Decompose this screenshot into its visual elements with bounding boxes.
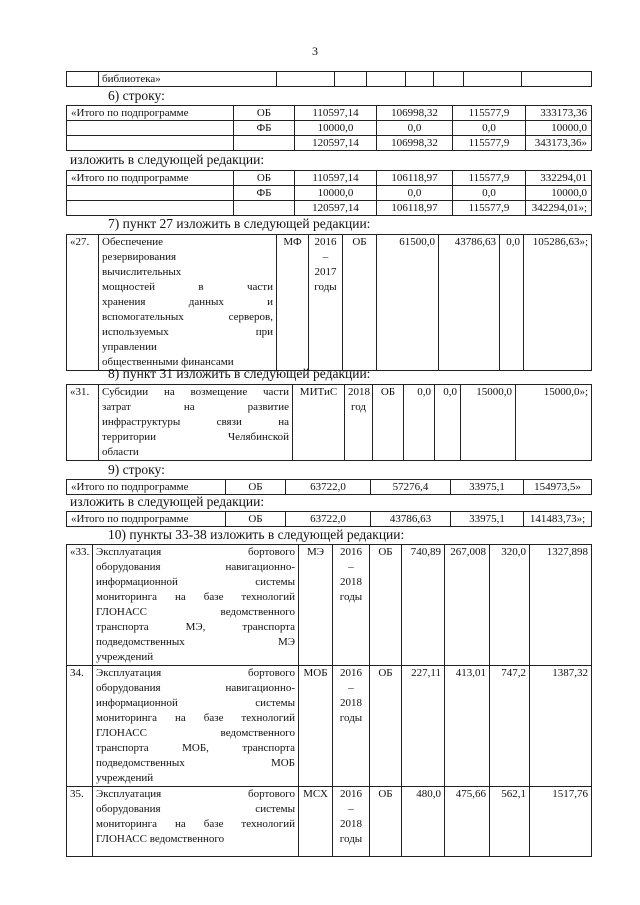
text-line: ГЛОНАСС ведомственного — [96, 833, 225, 845]
total-value: 0,0 — [453, 121, 526, 136]
text-line: информационной системы — [96, 697, 295, 709]
text-line: транспорта МЭ, транспорта — [96, 621, 295, 633]
table-6-new — [66, 170, 592, 216]
text-line: вспомогательных серверов, — [102, 311, 273, 323]
total-value: 110597,14 — [295, 171, 377, 186]
total-row — [67, 171, 592, 186]
total-9-new — [66, 511, 592, 527]
total-row — [67, 186, 592, 201]
total-source — [234, 136, 295, 151]
row-text: библиотека» — [99, 72, 277, 87]
text-line: годы — [314, 281, 337, 293]
total-row — [67, 512, 592, 527]
total-value: 120597,14 — [295, 136, 377, 151]
total-source: ФБ — [234, 186, 295, 201]
total-value: 63722,0 — [286, 512, 371, 527]
continuation-table — [66, 71, 592, 87]
item-value: 320,0 — [490, 545, 530, 666]
text-line: 2018 — [348, 386, 370, 398]
text-line: Субсидии на возмещение части — [102, 386, 289, 398]
item-source: ОБ — [370, 545, 402, 666]
total-value: 115577,9 — [453, 171, 526, 186]
text-line: мощностей в части — [102, 281, 273, 293]
total-label: «Итого по подпрограмме — [67, 106, 234, 121]
total-value: 0,0 — [377, 121, 453, 136]
heading-9: 9) строку: — [108, 462, 165, 477]
item-value: 1387,32 — [530, 666, 592, 787]
item-executor: МИТиС — [293, 385, 345, 461]
item-years — [309, 235, 343, 371]
text-line: 2018 — [340, 576, 362, 588]
table-6-old — [66, 105, 592, 151]
item-value: 1327,898 — [530, 545, 592, 666]
item-source: ОБ — [343, 235, 377, 371]
text-line: мониторинга на базе технологий — [96, 591, 295, 603]
text-line: общественными финансами — [102, 356, 234, 368]
total-value: 106118,97 — [377, 201, 453, 216]
item-row — [67, 787, 592, 857]
item-number: 35. — [67, 787, 93, 857]
item-number: «31. — [67, 385, 99, 461]
item-row — [67, 545, 592, 666]
heading-new-2: изложить в следующей редакции: — [70, 494, 265, 509]
text-line: оборудования навигационно- — [96, 561, 295, 573]
text-line: инфраструктуры связи на — [102, 416, 289, 428]
item-value: 740,89 — [402, 545, 445, 666]
item-description — [99, 385, 293, 461]
total-value: 10000,0 — [526, 121, 592, 136]
total-value: 332294,01 — [526, 171, 592, 186]
total-value: 33975,1 — [451, 512, 524, 527]
item-value: 61500,0 — [377, 235, 439, 371]
text-line: 2016 – — [340, 667, 362, 694]
heading-new-1: изложить в следующей редакции: — [70, 152, 265, 167]
text-line: области — [102, 446, 139, 458]
total-label — [67, 121, 234, 136]
total-source: ОБ — [226, 480, 286, 495]
total-value: 0,0 — [453, 186, 526, 201]
total-source — [234, 201, 295, 216]
text-line: год — [350, 401, 367, 413]
total-source: ФБ — [234, 121, 295, 136]
text-line: ГЛОНАСС ведомственного — [96, 606, 295, 618]
total-value: 333173,36 — [526, 106, 592, 121]
text-line: Эксплуатация бортового — [96, 546, 295, 558]
text-line: оборудования навигационно- — [96, 682, 295, 694]
item-value: 15000,0»; — [516, 385, 592, 461]
total-label — [67, 201, 234, 216]
total-row — [67, 106, 592, 121]
total-value: 10000,0 — [295, 121, 377, 136]
text-line: хранения данных и — [102, 296, 273, 308]
text-line: оборудования системы — [96, 803, 295, 815]
heading-6: 6) строку: — [108, 88, 165, 103]
item-description — [93, 666, 299, 787]
total-value: 115577,9 — [453, 136, 526, 151]
total-label: «Итого по подпрограмме — [67, 171, 234, 186]
total-value: 43786,63 — [371, 512, 451, 527]
text-line: 2016 – — [314, 236, 337, 263]
total-value: 115577,9 — [453, 106, 526, 121]
total-row — [67, 121, 592, 136]
total-value: 63722,0 — [286, 480, 371, 495]
total-label: «Итого по подпрограмме — [67, 512, 226, 527]
item-number: «27. — [67, 235, 99, 371]
item-years — [333, 666, 370, 787]
text-line: территории Челябинской — [102, 431, 289, 443]
item-executor: МОБ — [299, 666, 333, 787]
item-description — [93, 787, 299, 857]
table-items-33-35 — [66, 544, 592, 857]
text-line: учреждений — [96, 772, 154, 784]
text-line: управлении — [102, 341, 157, 353]
item-value: 267,008 — [445, 545, 490, 666]
total-label: «Итого по подпрограмме — [67, 480, 226, 495]
item-number: «33. — [67, 545, 93, 666]
total-value: 342294,01»; — [526, 201, 592, 216]
text-line: годы — [339, 591, 363, 603]
text-line: используемых при — [102, 326, 273, 338]
text-line: 2017 — [314, 266, 337, 278]
text-line: ГЛОНАСС ведомственного — [96, 727, 295, 739]
total-row — [67, 480, 592, 495]
table-item-31 — [66, 384, 592, 461]
item-value: 562,1 — [490, 787, 530, 857]
item-executor: МЭ — [299, 545, 333, 666]
item-description — [99, 235, 277, 371]
item-value: 480,0 — [402, 787, 445, 857]
total-value: 106118,97 — [377, 171, 453, 186]
text-line: годы — [339, 712, 363, 724]
total-value: 10000,0 — [526, 186, 592, 201]
heading-8: 8) пункт 31 изложить в следующей редакции: — [108, 366, 371, 381]
item-value: 475,66 — [445, 787, 490, 857]
total-9-old — [66, 479, 592, 495]
text-line: подведомственных МОБ — [96, 757, 295, 769]
text-line: 2016 – — [340, 788, 362, 815]
text-line: 2018 — [340, 697, 362, 709]
total-source: ОБ — [234, 106, 295, 121]
text-line: подведомственных МЭ — [96, 636, 295, 648]
item-value: 15000,0 — [461, 385, 516, 461]
text-line: вычислительных — [102, 266, 182, 278]
text-line: мониторинга на базе технологий — [96, 818, 295, 830]
item-value: 0,0 — [435, 385, 461, 461]
total-value: 110597,14 — [295, 106, 377, 121]
item-years — [333, 787, 370, 857]
item-27-row — [67, 235, 592, 371]
total-value: 120597,14 — [295, 201, 377, 216]
item-value: 1517,76 — [530, 787, 592, 857]
item-description — [93, 545, 299, 666]
text-line: затрат на развитие — [102, 401, 289, 413]
total-source: ОБ — [234, 171, 295, 186]
text-line: транспорта МОБ, транспорта — [96, 742, 295, 754]
total-value: 33975,1 — [451, 480, 524, 495]
total-value: 141483,73»; — [524, 512, 592, 527]
total-value: 115577,9 — [453, 201, 526, 216]
heading-7: 7) пункт 27 изложить в следующей редакции: — [108, 216, 371, 231]
total-value: 57276,4 — [371, 480, 451, 495]
item-source: ОБ — [370, 666, 402, 787]
item-value: 43786,63 — [439, 235, 500, 371]
item-years — [345, 385, 373, 461]
item-years — [333, 545, 370, 666]
text-line: информационной системы — [96, 576, 295, 588]
text-line: Обеспечение — [102, 236, 163, 248]
text-line: мониторинга на базе технологий — [96, 712, 295, 724]
page-number: 3 — [312, 44, 318, 58]
total-value: 154973,5» — [524, 480, 592, 495]
item-source: ОБ — [373, 385, 404, 461]
item-value: 105286,63»; — [524, 235, 592, 371]
text-line: учреждений — [96, 651, 154, 663]
item-value: 0,0 — [404, 385, 435, 461]
item-value: 747,2 — [490, 666, 530, 787]
total-value: 0,0 — [377, 186, 453, 201]
text-line: резервирования — [102, 251, 177, 263]
total-row — [67, 201, 592, 216]
heading-10: 10) пункты 33-38 изложить в следующей редакции: — [108, 527, 405, 542]
item-value: 413,01 — [445, 666, 490, 787]
table-item-27 — [66, 234, 592, 371]
item-31-row — [67, 385, 592, 461]
text-line: годы — [339, 833, 363, 845]
item-executor: МСХ — [299, 787, 333, 857]
total-value: 10000,0 — [295, 186, 377, 201]
item-executor: МФ — [277, 235, 309, 371]
total-value: 106998,32 — [377, 106, 453, 121]
total-row — [67, 136, 592, 151]
item-value: 0,0 — [500, 235, 524, 371]
total-value: 343173,36» — [526, 136, 592, 151]
item-source: ОБ — [370, 787, 402, 857]
item-row — [67, 666, 592, 787]
total-source: ОБ — [226, 512, 286, 527]
item-number: 34. — [67, 666, 93, 787]
text-line: Эксплуатация бортового — [96, 788, 295, 800]
text-line: 2018 — [340, 818, 362, 830]
text-line: 2016 – — [340, 546, 362, 573]
total-value: 106998,32 — [377, 136, 453, 151]
total-label — [67, 186, 234, 201]
text-line: Эксплуатация бортового — [96, 667, 295, 679]
item-value: 227,11 — [402, 666, 445, 787]
total-label — [67, 136, 234, 151]
